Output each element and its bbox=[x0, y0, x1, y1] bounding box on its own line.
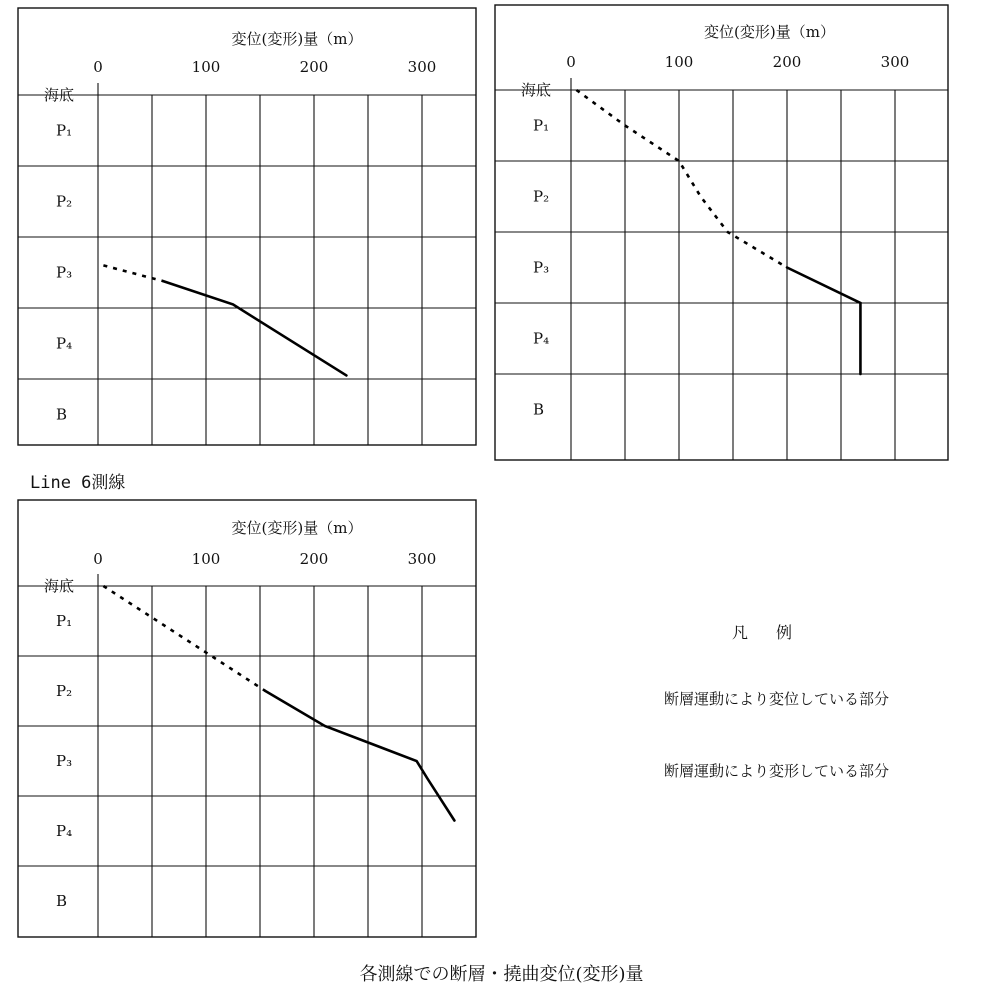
layer-label: P₄ bbox=[56, 334, 73, 353]
legend-item-label: 断層運動により変位している部分 bbox=[664, 690, 890, 708]
deformation-series-line bbox=[576, 90, 787, 268]
x-tick-label: 200 bbox=[299, 550, 329, 568]
x-tick-label: 0 bbox=[93, 550, 103, 568]
layer-label: B bbox=[533, 400, 545, 419]
axis-title: 変位(変形)量（m） bbox=[231, 30, 363, 48]
displacement-series-line bbox=[787, 268, 860, 375]
legend-item-label: 断層運動により変形している部分 bbox=[664, 762, 890, 780]
line-label: Line 6測線 bbox=[30, 473, 126, 493]
layer-label: P₄ bbox=[533, 329, 550, 348]
layer-label: B bbox=[56, 892, 68, 910]
layer-label: P₂ bbox=[56, 682, 73, 700]
layer-label: P₃ bbox=[56, 263, 73, 282]
legend-item-solid bbox=[560, 688, 990, 712]
displacement-series-line bbox=[265, 691, 454, 821]
x-tick-label: 0 bbox=[566, 53, 576, 71]
legend-title: 凡例 bbox=[732, 623, 821, 642]
seabed-label: 海底 bbox=[44, 86, 75, 104]
x-tick-label: 100 bbox=[191, 550, 221, 568]
chart-bottom-left bbox=[18, 500, 478, 940]
deformation-series-line bbox=[103, 586, 265, 691]
layer-label: P₂ bbox=[56, 192, 73, 211]
x-tick-label: 300 bbox=[880, 53, 910, 71]
axis-title: 変位(変形)量（m） bbox=[231, 519, 363, 537]
chart-top-left bbox=[18, 8, 478, 448]
x-tick-label: 200 bbox=[299, 58, 329, 76]
seabed-label: 海底 bbox=[44, 577, 75, 595]
seabed-label: 海底 bbox=[521, 81, 552, 99]
layer-label: P₃ bbox=[56, 752, 73, 770]
axis-title: 変位(変形)量（m） bbox=[704, 23, 835, 41]
figure-caption: 各測線での断層・撓曲変位(変形)量 bbox=[359, 964, 644, 985]
layer-label: P₁ bbox=[56, 612, 73, 630]
layer-label: B bbox=[56, 405, 68, 424]
layer-label: P₁ bbox=[533, 116, 550, 135]
layer-label: P₄ bbox=[56, 822, 73, 840]
layer-label: P₃ bbox=[533, 258, 550, 277]
x-tick-label: 200 bbox=[772, 53, 802, 71]
x-tick-label: 300 bbox=[407, 550, 437, 568]
layer-label: P₁ bbox=[56, 121, 73, 140]
x-tick-label: 0 bbox=[93, 58, 103, 76]
legend bbox=[560, 620, 990, 800]
chart-top-right bbox=[495, 5, 955, 465]
deformation-series-line bbox=[103, 265, 162, 281]
x-tick-label: 100 bbox=[664, 53, 694, 71]
x-tick-label: 100 bbox=[191, 58, 221, 76]
layer-label: P₂ bbox=[533, 187, 550, 206]
x-tick-label: 300 bbox=[407, 58, 437, 76]
legend-item-dashed bbox=[560, 760, 990, 784]
displacement-series-line bbox=[163, 281, 347, 375]
